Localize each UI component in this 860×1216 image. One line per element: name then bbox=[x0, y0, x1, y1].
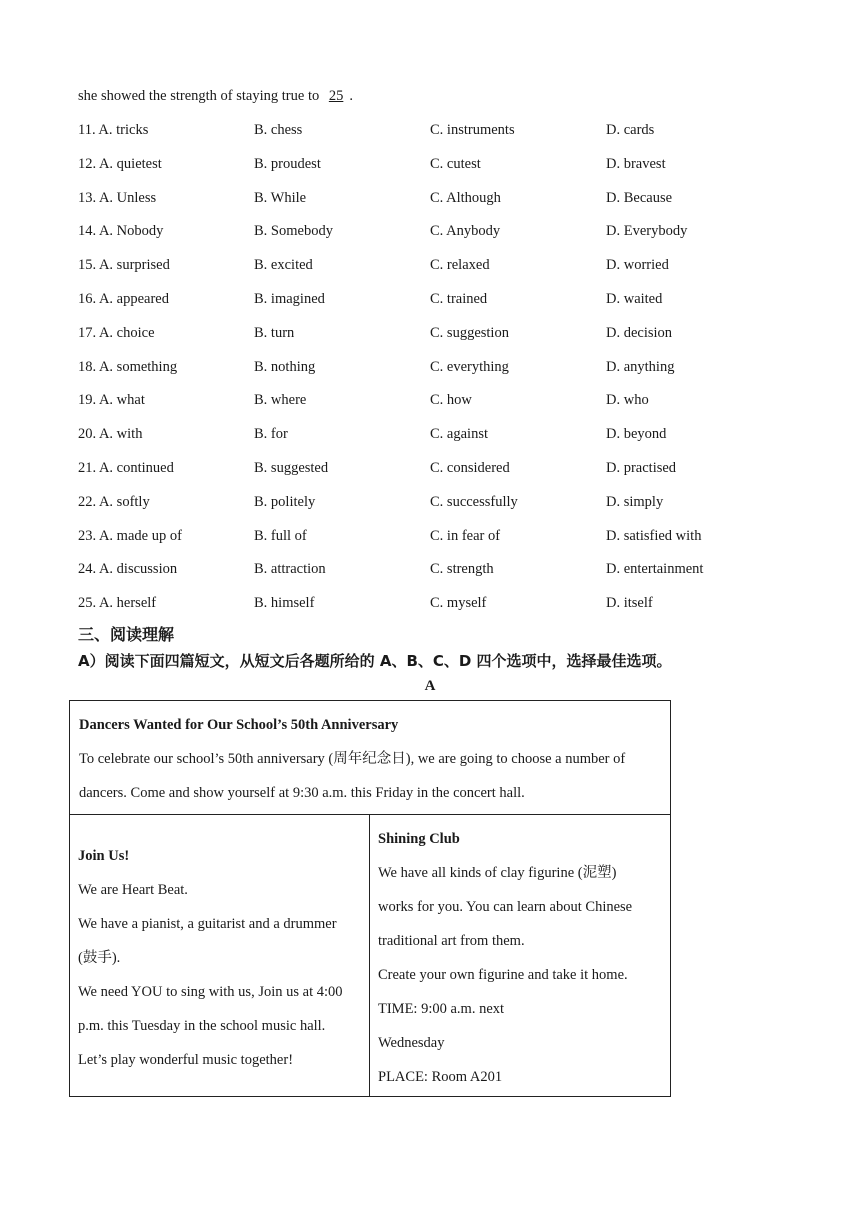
notice-shining-club-line: TIME: 9:00 a.m. next bbox=[378, 1001, 505, 1017]
option-row bbox=[78, 595, 798, 615]
passage-end-period: . bbox=[349, 88, 353, 104]
option-row bbox=[78, 494, 798, 514]
option-c: C. suggestion bbox=[430, 324, 509, 341]
option-b: B. nothing bbox=[254, 358, 316, 375]
notice-heart-beat-line: p.m. this Tuesday in the school music hall. bbox=[78, 1018, 326, 1034]
option-b: B. himself bbox=[254, 595, 315, 612]
option-a: 17. A. choice bbox=[78, 324, 155, 341]
notice-heart-beat-line: (鼓手). bbox=[78, 950, 121, 966]
option-row bbox=[78, 223, 798, 243]
option-d: D. satisfied with bbox=[606, 527, 702, 544]
notice-shining-club-line: Create your own figurine and take it home. bbox=[378, 967, 628, 983]
passage-label: A bbox=[424, 678, 436, 694]
option-c: C. considered bbox=[430, 460, 510, 476]
option-a: 20. A. with bbox=[78, 426, 143, 443]
option-c: C. everything bbox=[430, 358, 509, 375]
option-row bbox=[78, 122, 798, 142]
option-b: B. turn bbox=[254, 324, 295, 341]
notice-shining-club-title: Shining Club bbox=[378, 831, 460, 847]
option-row bbox=[78, 392, 798, 412]
option-a: 16. A. appeared bbox=[78, 291, 169, 307]
option-a: 25. A. herself bbox=[78, 595, 157, 612]
option-d: D. worried bbox=[606, 257, 669, 274]
option-c: C. relaxed bbox=[430, 257, 490, 274]
option-c: C. instruments bbox=[430, 122, 515, 138]
notice-dancers-title: Dancers Wanted for Our School’s 50th Anniversary bbox=[79, 717, 399, 733]
option-b: B. While bbox=[254, 189, 307, 206]
option-d: D. waited bbox=[606, 291, 663, 307]
option-c: C. Anybody bbox=[430, 223, 501, 240]
option-row bbox=[78, 528, 798, 548]
notice-heart-beat-line: Let’s play wonderful music together! bbox=[78, 1052, 294, 1068]
option-row bbox=[78, 359, 798, 379]
option-b: B. chess bbox=[254, 122, 303, 138]
option-b: B. imagined bbox=[254, 291, 325, 307]
option-c: C. cutest bbox=[430, 155, 481, 172]
option-b: B. politely bbox=[254, 493, 316, 510]
option-d: D. bravest bbox=[606, 155, 666, 172]
passage-end-line bbox=[78, 88, 353, 105]
passage-end-text: she showed the strength of staying true to bbox=[78, 88, 323, 104]
notice-shining-club-line: We have all kinds of clay figurine (泥塑) bbox=[378, 865, 617, 881]
notice-shining-club bbox=[369, 814, 671, 1097]
option-d: D. who bbox=[606, 392, 649, 409]
option-d: D. cards bbox=[606, 122, 655, 138]
option-a: 23. A. made up of bbox=[78, 527, 182, 544]
option-a: 15. A. surprised bbox=[78, 257, 170, 274]
option-b: B. suggested bbox=[254, 460, 329, 476]
option-a: 13. A. Unless bbox=[78, 189, 157, 206]
option-d: D. simply bbox=[606, 493, 664, 510]
option-b: B. for bbox=[254, 426, 288, 443]
notice-shining-club-line: works for you. You can learn about Chinese bbox=[378, 899, 633, 915]
notice-dancers bbox=[69, 700, 671, 815]
blank-25: 25 bbox=[328, 88, 344, 104]
option-row bbox=[78, 190, 798, 210]
notice-heart-beat bbox=[69, 814, 370, 1097]
option-row bbox=[78, 291, 798, 311]
option-b: B. excited bbox=[254, 257, 313, 274]
option-a: 14. A. Nobody bbox=[78, 223, 164, 240]
option-d: D. beyond bbox=[606, 426, 667, 443]
option-a: 19. A. what bbox=[78, 392, 145, 409]
option-c: C. myself bbox=[430, 595, 487, 612]
option-row bbox=[78, 156, 798, 176]
notice-dancers-line: dancers. Come and show yourself at 9:30 a.m. this Friday in the concert hall. bbox=[79, 785, 525, 801]
option-d: D. Everybody bbox=[606, 223, 688, 240]
notice-heart-beat-line: We are Heart Beat. bbox=[78, 882, 188, 898]
option-c: C. Although bbox=[430, 189, 501, 206]
option-a: 18. A. something bbox=[78, 358, 178, 375]
notice-heart-beat-line: We need YOU to sing with us, Join us at 4:00 bbox=[78, 984, 343, 1000]
option-row bbox=[78, 561, 798, 581]
option-a: 11. A. tricks bbox=[78, 122, 149, 138]
option-c: C. trained bbox=[430, 291, 488, 307]
option-b: B. proudest bbox=[254, 155, 321, 172]
option-d: D. anything bbox=[606, 358, 675, 375]
option-a: 24. A. discussion bbox=[78, 561, 178, 578]
option-row bbox=[78, 257, 798, 277]
option-b: B. Somebody bbox=[254, 223, 333, 240]
instruction: A）阅读下面四篇短文，从短文后各题所给的 A、B、C、D 四个选项中，选择最佳选项。 bbox=[78, 652, 672, 670]
option-a: 21. A. continued bbox=[78, 460, 174, 476]
option-b: B. where bbox=[254, 392, 307, 409]
option-b: B. full of bbox=[254, 527, 307, 544]
option-d: D. practised bbox=[606, 460, 677, 476]
option-row bbox=[78, 325, 798, 345]
option-b: B. attraction bbox=[254, 561, 326, 578]
option-c: C. how bbox=[430, 392, 472, 409]
option-c: C. in fear of bbox=[430, 527, 501, 544]
option-d: D. itself bbox=[606, 595, 653, 612]
option-d: D. decision bbox=[606, 324, 673, 341]
option-row bbox=[78, 426, 798, 446]
notice-dancers-line: To celebrate our school’s 50th anniversary (周年纪念日), we are going to choose a number of bbox=[79, 751, 626, 767]
option-a: 12. A. quietest bbox=[78, 155, 162, 172]
option-row bbox=[78, 460, 798, 480]
notice-shining-club-line: Wednesday bbox=[378, 1035, 445, 1051]
notice-heart-beat-title: Join Us! bbox=[78, 848, 130, 864]
section-title: 三、阅读理解 bbox=[78, 625, 175, 644]
notice-heart-beat-line: We have a pianist, a guitarist and a drummer bbox=[78, 916, 337, 932]
notice-shining-club-line: PLACE: Room A201 bbox=[378, 1069, 503, 1085]
notice-shining-club-line: traditional art from them. bbox=[378, 933, 525, 949]
option-d: D. Because bbox=[606, 189, 673, 206]
option-c: C. against bbox=[430, 426, 488, 443]
option-c: C. strength bbox=[430, 561, 494, 578]
option-d: D. entertainment bbox=[606, 561, 704, 578]
option-a: 22. A. softly bbox=[78, 493, 150, 510]
option-c: C. successfully bbox=[430, 493, 518, 510]
